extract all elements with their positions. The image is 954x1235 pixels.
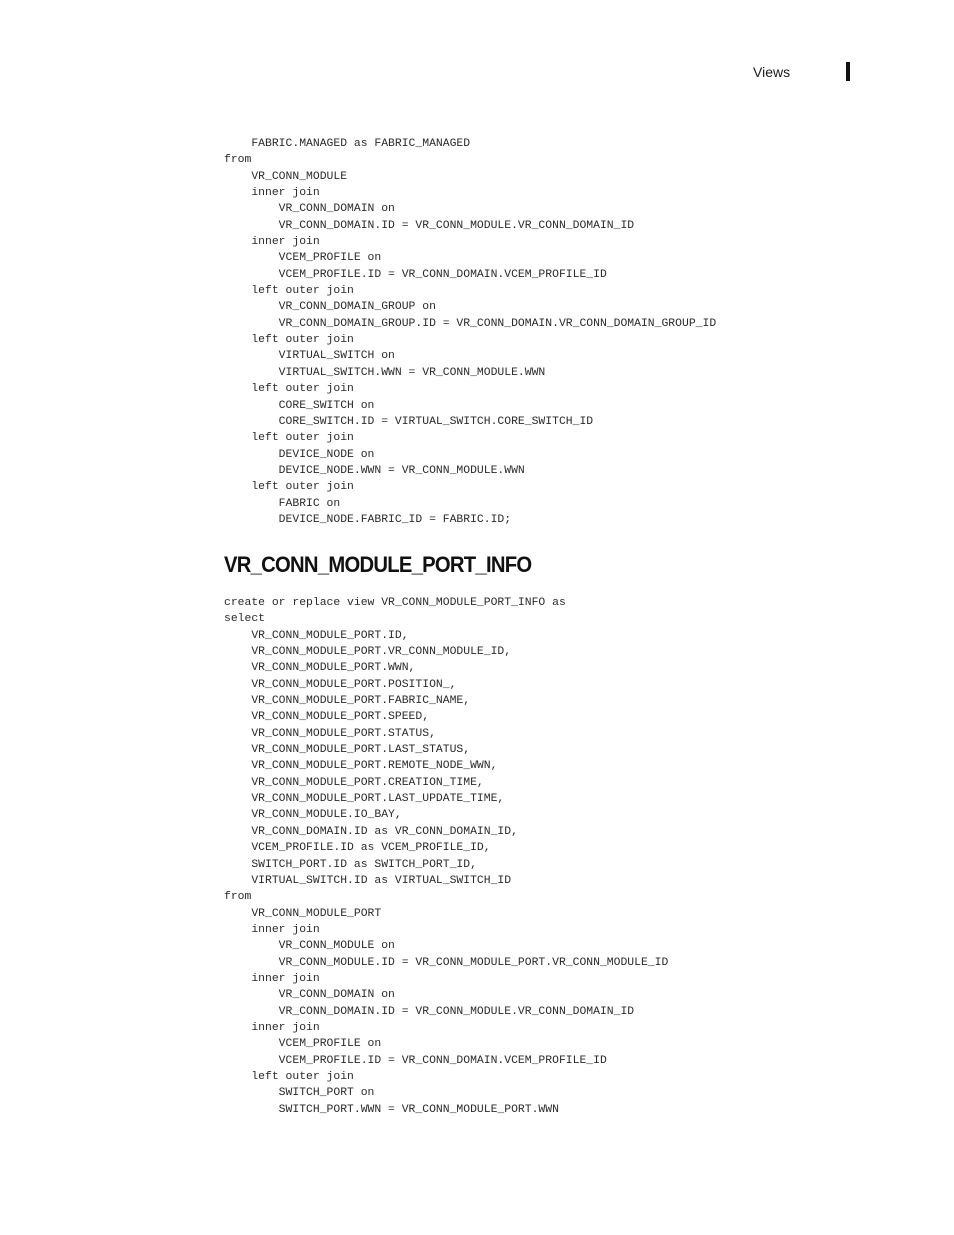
code-line: VCEM_PROFILE.ID = VR_CONN_DOMAIN.VCEM_PROFILE_ID [224,268,607,281]
code-line: FABRIC.MANAGED as FABRIC_MANAGED [224,138,471,150]
code-line: VR_CONN_MODULE_PORT.LAST_UPDATE_TIME, [224,793,505,806]
code-line: VR_CONN_DOMAIN.ID as VR_CONN_DOMAIN_ID, [224,825,518,838]
code-line: VR_CONN_DOMAIN.ID = VR_CONN_MODULE.VR_CONN_DOMAIN_ID [224,1005,635,1018]
code-line: VR_CONN_MODULE_PORT.WWN, [224,662,416,675]
section-title: VR_CONN_MODULE_PORT_INFO [224,552,532,577]
code-line: SWITCH_PORT.WWN = VR_CONN_MODULE_PORT.WWN [224,1103,559,1116]
code-line: CORE_SWITCH on [224,399,375,412]
code-line: left outer join [224,383,354,396]
code-line: VR_CONN_MODULE_PORT.POSITION_, [224,678,457,691]
code-line: VR_CONN_MODULE_PORT.LAST_STATUS, [224,744,471,757]
code-line: VR_CONN_MODULE_PORT.CREATION_TIME, [224,776,484,789]
code-line: inner join [224,187,320,200]
code-line: from [224,154,252,167]
code-line: inner join [224,236,320,249]
code-line: DEVICE_NODE on [224,448,375,461]
code-line: VR_CONN_MODULE.ID = VR_CONN_MODULE_PORT.VR_CONN_MODULE_ID [224,956,669,969]
code-line: left outer join [224,334,354,347]
code-line: VIRTUAL_SWITCH.WWN = VR_CONN_MODULE.WWN [224,366,546,379]
code-line: VR_CONN_MODULE_PORT.ID, [224,629,409,642]
code-line: DEVICE_NODE.FABRIC_ID = FABRIC.ID; [224,513,512,526]
code-line: VR_CONN_MODULE_PORT [224,907,382,920]
code-line: left outer join [224,285,354,298]
code-line: VR_CONN_DOMAIN_GROUP.ID = VR_CONN_DOMAIN.VR_CONN_DOMAIN_GROUP_ID [224,317,717,330]
code-line: VR_CONN_DOMAIN on [224,203,395,216]
code-line: inner join [224,1021,320,1034]
sql-code-block-2 [224,595,668,1118]
code-line: FABRIC on [224,497,341,510]
code-line: inner join [224,923,320,936]
code-line: SWITCH_PORT on [224,1087,375,1100]
code-line: left outer join [224,481,354,494]
code-line: VR_CONN_MODULE_PORT.SPEED, [224,711,430,724]
code-line: from [224,891,252,904]
code-line: CORE_SWITCH.ID = VIRTUAL_SWITCH.CORE_SWITCH_ID [224,415,594,428]
code-line: VCEM_PROFILE on [224,1038,382,1051]
header-marker-bar [846,62,850,81]
running-header-label: Views [753,64,791,80]
code-line: VIRTUAL_SWITCH.ID as VIRTUAL_SWITCH_ID [224,874,512,887]
sql-code-block-1 [224,136,716,528]
code-line: SWITCH_PORT.ID as SWITCH_PORT_ID, [224,858,477,871]
code-line: VCEM_PROFILE.ID = VR_CONN_DOMAIN.VCEM_PROFILE_ID [224,1054,607,1067]
code-line: VR_CONN_DOMAIN on [224,989,395,1002]
code-line: VR_CONN_MODULE [224,170,348,183]
code-line: VR_CONN_MODULE.IO_BAY, [224,809,402,822]
code-line: VR_CONN_MODULE_PORT.REMOTE_NODE_WWN, [224,760,498,773]
code-line: select [224,613,266,626]
code-line: VIRTUAL_SWITCH on [224,350,395,363]
code-line: VCEM_PROFILE.ID as VCEM_PROFILE_ID, [224,842,491,855]
code-line: VR_CONN_DOMAIN_GROUP on [224,301,436,314]
code-line: VR_CONN_MODULE_PORT.VR_CONN_MODULE_ID, [224,646,512,659]
code-line: left outer join [224,432,354,445]
code-line: left outer join [224,1070,354,1083]
code-line: create or replace view VR_CONN_MODULE_PORT_INFO as [224,597,566,609]
code-line: VR_CONN_MODULE_PORT.STATUS, [224,727,436,740]
code-line: VR_CONN_MODULE_PORT.FABRIC_NAME, [224,695,471,708]
code-line: VR_CONN_DOMAIN.ID = VR_CONN_MODULE.VR_CONN_DOMAIN_ID [224,219,635,232]
code-line: VCEM_PROFILE on [224,252,382,265]
code-line: DEVICE_NODE.WWN = VR_CONN_MODULE.WWN [224,464,525,477]
code-line: VR_CONN_MODULE on [224,940,395,953]
code-line: inner join [224,972,320,985]
